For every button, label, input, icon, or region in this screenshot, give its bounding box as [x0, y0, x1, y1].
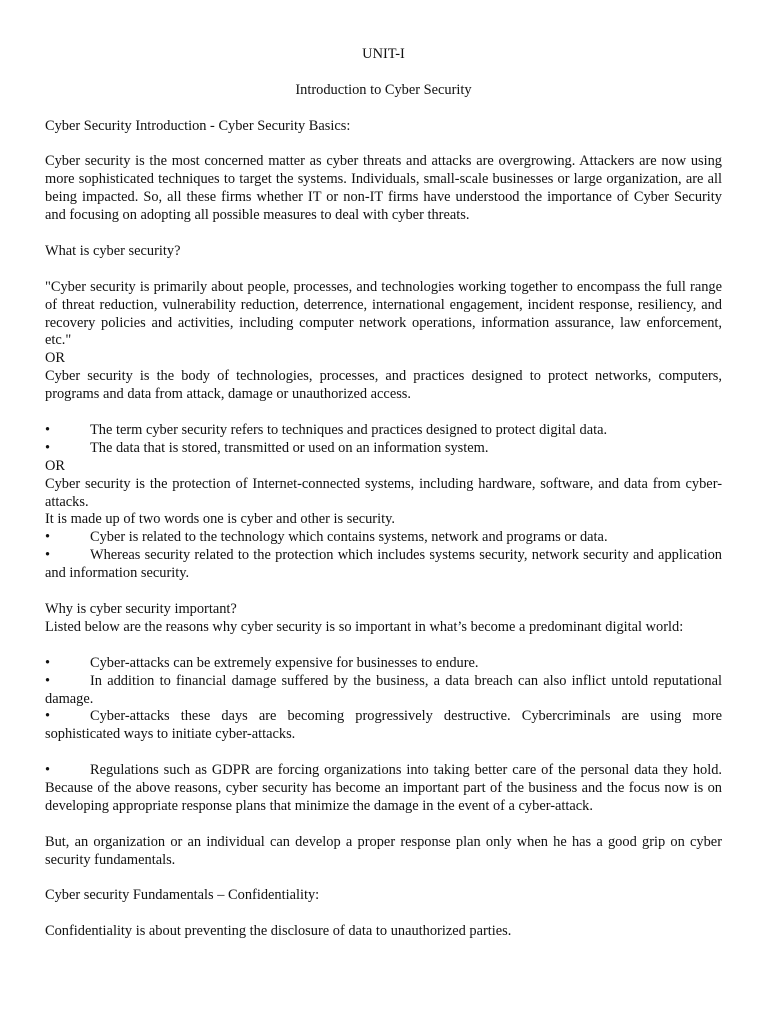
bullet-icon: • [45, 762, 51, 779]
bullet-icon: • [45, 439, 51, 456]
document-page [45, 46, 722, 941]
list-item [45, 440, 722, 458]
two-words-paragraph: It is made up of two words one is cyber and other is security. [45, 511, 395, 528]
list-item [45, 762, 722, 816]
what-is-heading: What is cyber security? [45, 242, 181, 259]
bullet-icon: • [45, 672, 51, 689]
list-item-text: The term cyber security refers to techniques and practices designed to protect digital data. [90, 421, 608, 438]
list-item-text: Cyber-attacks can be extremely expensive for businesses to endure. [90, 654, 479, 671]
bullet-icon: • [45, 654, 51, 671]
bullet-icon: • [45, 529, 51, 546]
bullet-icon: • [45, 421, 51, 438]
section-intro-heading: Cyber Security Introduction - Cyber Security Basics: [45, 117, 351, 134]
list-item-text: Regulations such as GDPR are forcing organizations into taking better care of the personal data they hold. Because of the above reasons, cyber security has become an important part of the business and the focus now is on developing appropriate response plans that minimize the damage in the event of a cyber-attack. [45, 762, 722, 814]
list-item-text: Cyber-attacks these days are becoming progressively destructive. Cybercriminals are using more sophisticated ways to initiate cyber-attacks. [45, 708, 722, 743]
list-item [45, 655, 722, 673]
response-plan-paragraph: But, an organization or an individual can develop a proper response plan only when he has a good grip on cyber security fundamentals. [45, 833, 722, 868]
why-heading: Why is cyber security important? [45, 600, 237, 617]
bullet-icon: • [45, 547, 51, 564]
list-item [45, 422, 722, 440]
intro-paragraph: Cyber security is the most concerned matter as cyber threats and attacks are overgrowing. Attackers are now using more sophisticated techniques to target the systems. Individuals, small-scale businesses or large organization, are all being impacted. So, all these firms whether IT or non-IT firms have understood the importance of Cyber Security and focusing on adopting all possible measures to deal with cyber threats. [45, 153, 722, 224]
list-item-text: In addition to financial damage suffered by the business, a data breach can also inflict untold reputational damage. [45, 672, 722, 707]
confidentiality-paragraph: Confidentiality is about preventing the disclosure of data to unauthorized parties. [45, 923, 512, 940]
list-item-text: Whereas security related to the protection which includes systems security, network security and application and information security. [45, 547, 722, 582]
list-item-text: Cyber is related to the technology which contains systems, network and programs or data. [90, 529, 608, 546]
or-separator: OR [45, 350, 65, 367]
fundamentals-heading: Cyber security Fundamentals – Confidentiality: [45, 887, 320, 904]
unit-heading: UNIT-I [362, 46, 405, 62]
bullet-icon: • [45, 708, 51, 725]
list-item [45, 708, 722, 744]
document-title: Introduction to Cyber Security [295, 81, 472, 98]
list-item [45, 529, 722, 547]
list-item [45, 673, 722, 709]
definition-quote: "Cyber security is primarily about people, processes, and technologies working together to encompass the full range of threat reduction, vulnerability reduction, deterrence, international engagement, incident response, resiliency, and recovery policies and activities, including computer network operations, information assurance, law enforcement, etc." [45, 278, 722, 349]
definition-paragraph: Cyber security is the protection of Internet-connected systems, including hardware, software, and data from cyber-attacks. [45, 475, 722, 510]
why-intro-paragraph: Listed below are the reasons why cyber security is so important in what’s become a predominant digital world: [45, 618, 684, 635]
list-item [45, 547, 722, 583]
list-item-text: The data that is stored, transmitted or used on an information system. [90, 439, 489, 456]
or-separator: OR [45, 457, 65, 474]
definition-paragraph: Cyber security is the body of technologies, processes, and practices designed to protect networks, computers, programs and data from attack, damage or unauthorized access. [45, 368, 722, 403]
